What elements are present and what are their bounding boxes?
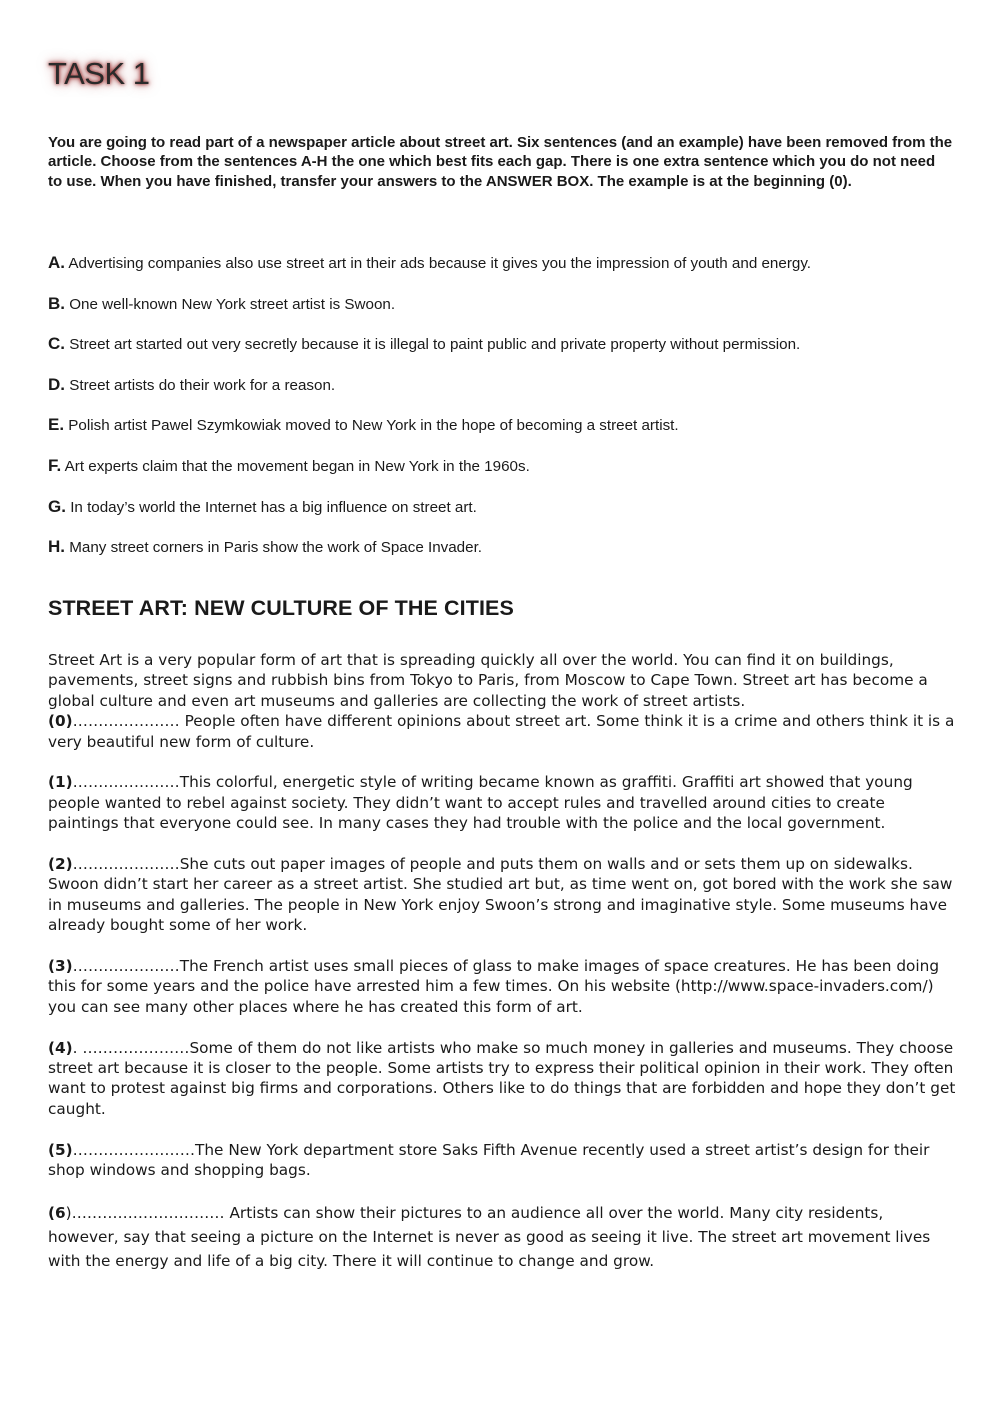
gap-text: Artists can show their pictures to an audience all over the world. Many city residents, however, say that seeing a picture on the Internet is never as good as seeing it live. The street art movement lives with the energy and life of a big city. There it will continue to change and grow. (48, 1203, 931, 1270)
option-g (48, 497, 953, 538)
option-text: One well-known New York street artist is Swoon. (69, 295, 396, 313)
article-body (48, 650, 958, 1273)
gap-blank: ………………… (72, 773, 180, 792)
gap-number: (6 (48, 1203, 66, 1222)
gap-blank: …………………… (72, 1140, 196, 1159)
gap-paragraph-6 (48, 1201, 958, 1273)
gap-blank: . ………………… (72, 1038, 190, 1057)
option-h (48, 537, 953, 578)
gap-paragraph-5 (48, 1140, 958, 1181)
gap-number: (0) (48, 712, 73, 731)
gap-text: She cuts out paper images of people and puts them on walls and or sets them up on sidewalks. Swoon didn’t start her career as a street artist. She studied art but, as time went on, got bored with the work she saw in museums and galleries. The people in New York enjoy Swoon’s strong and imaginative style. Some museums have already bought some of her work. (48, 855, 953, 935)
option-letter: D. (48, 374, 65, 394)
gap-paragraph-0 (48, 711, 958, 752)
option-letter: G. (48, 496, 66, 516)
option-letter: H. (48, 537, 65, 557)
option-a (48, 253, 953, 294)
instructions: You are going to read part of a newspaper article about street art. Six sentences (and an example) have been removed from the article. Choose from the sentences A-H the one which best fits each gap. There is one extra sentence which you do not need to use. When you have finished, transfer your answers to the ANSWER BOX. The example is at the beginning (0). (48, 134, 953, 190)
option-text: Street art started out very secretly because it is illegal to paint public and private property without permission. (69, 336, 801, 354)
gap-text: The French artist uses small pieces of glass to make images of space creatures. He has been doing this for some years and the police have arrested him a few times. On his website (http://www.space-invaders.com/) you can see many other places where he has created this form of art. (48, 957, 940, 1016)
option-c (48, 334, 953, 375)
task-title: TASK 1 (48, 56, 150, 91)
option-text: Many street corners in Paris show the work of Space Invader. (69, 539, 483, 557)
gap-text: This colorful, energetic style of writing became known as graffiti. Graffiti art showed that young people wanted to rebel against society. They didn’t want to accept rules and travelled around cities to create paintings that everyone could see. In many cases they had trouble with the police and the local government. (48, 773, 913, 833)
option-text: Art experts claim that the movement began in New York in the 1960s. (64, 457, 530, 475)
option-letter: E. (48, 415, 65, 435)
gap-paragraph-1 (48, 772, 958, 833)
option-e (48, 415, 953, 456)
gap-paragraph-3 (48, 956, 958, 1017)
gap-blank: ………………… (72, 855, 180, 874)
gap-number: (3) (48, 957, 73, 976)
gap-paragraph-4 (48, 1038, 958, 1120)
gap-number: (2) (48, 855, 73, 874)
gap-text: People often have different opinions about street art. Some think it is a crime and others think it is a very beautiful new form of culture. (48, 712, 955, 751)
option-letter: F. (48, 455, 62, 475)
gap-blank: ………………… (72, 712, 185, 731)
option-d (48, 375, 953, 416)
option-letter: A. (48, 253, 65, 272)
option-f (48, 456, 953, 497)
option-text: Polish artist Pawel Szymkowiak moved to New York in the hope of becoming a street artist. (68, 417, 679, 435)
option-text: Street artists do their work for a reason. (69, 376, 336, 394)
gap-blank: )………………………… (65, 1203, 230, 1222)
option-letter: B. (48, 293, 65, 313)
article-intro: Street Art is a very popular form of art that is spreading quickly all over the world. You can find it on buildings, pavements, street signs and rubbish bins from Tokyo to Paris, from Moscow to Cape Town. Street art has become a global culture and even art museums and galleries are collecting the work of street artists. (48, 651, 928, 710)
option-text: Advertising companies also use street art in their ads because it gives you the impression of youth and energy. (68, 255, 812, 272)
option-b (48, 294, 953, 335)
gap-text: The New York department store Saks Fifth Avenue recently used a street artist’s design for their shop windows and shopping bags. (48, 1140, 930, 1180)
gap-number: (1) (48, 773, 73, 792)
gap-blank: ………………… (72, 957, 180, 976)
gap-text: Some of them do not like artists who make so much money in galleries and museums. They choose street art because it is closer to the people. Some artists try to express their political opinion in their work. They often want to protest against big firms and corporations. Others like to do things that are forbidden and hope they don’t get caught. (48, 1038, 956, 1118)
option-text: In today’s world the Internet has a big influence on street art. (70, 498, 477, 516)
gap-number: (5) (48, 1140, 73, 1159)
gap-number: (4) (48, 1038, 73, 1057)
article-title: STREET ART: NEW CULTURE OF THE CITIES (48, 596, 514, 620)
gap-paragraph-2 (48, 854, 958, 936)
sentence-options-list (48, 253, 953, 578)
option-letter: C. (48, 334, 65, 354)
